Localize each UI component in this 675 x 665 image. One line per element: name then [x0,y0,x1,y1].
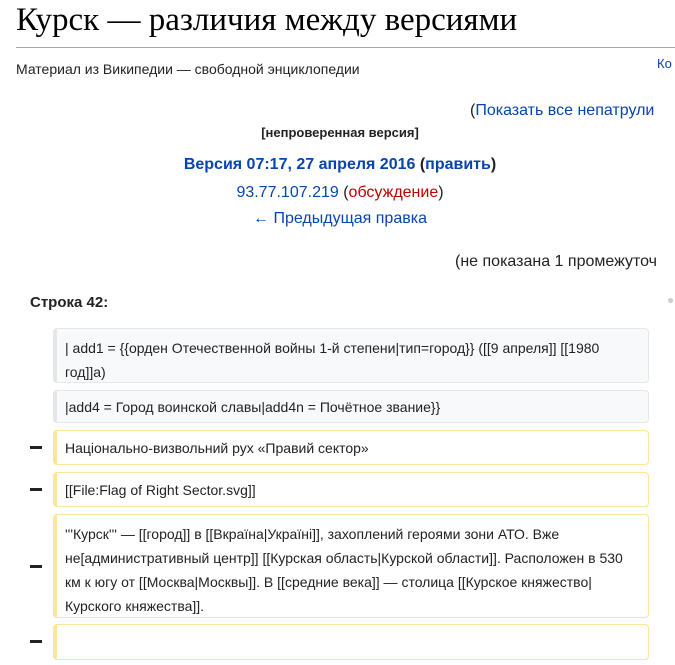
diff-line-number: Строка 42: [30,294,109,311]
site-tagline: Материал из Википедии — свободной энциклопедии [16,61,360,77]
edit-paren-open: ( [415,156,426,173]
diff-context-line: |add4 = Город воинской славы|add4n = Почётное звание}} [53,390,649,423]
minus-marker [30,640,42,643]
page-title: Курск — различия между версиями [16,2,518,38]
diff-deleted-line: [[File:Flag of Right Sector.svg]] [53,472,649,507]
diff-deleted-line: Національно-визвольний рух «Правий сектор» [53,430,649,465]
previous-edit-line [100,210,580,228]
author-ip-link[interactable]: 93.77.107.219 [236,184,339,201]
edit-link[interactable]: править [425,156,491,173]
title-divider [16,47,675,48]
unchecked-version-label: [непроверенная версия] [261,125,419,140]
talk-link[interactable]: обсуждение [348,184,439,201]
version-heading [100,156,580,174]
minus-marker [30,565,42,568]
coordinates-link[interactable]: Ко [657,56,672,71]
right-column-marker [668,298,673,303]
diff-context-line: | add1 = {{орден Отечественной войны 1-й степени|тип=город}} ([[9 апреля]] [[1980 год]]а) [53,328,649,383]
show-unpatrolled-paren: ( [470,102,476,119]
edit-paren-close: ) [490,156,497,173]
minus-marker [30,446,42,449]
previous-edit-link[interactable]: ← Предыдущая правка [253,210,427,227]
talk-paren-open: ( [338,184,349,201]
diff-deleted-line: '''Курск''' — [[город]] в [[Вкраїна|Україні]], захоплений героями зони АТО. Вже не[административный центр]] [[Курская область|Курской области]]. Расположен в 530 км к югу от [[Москва|Москвы]]. В [[средние века]] — столица [[Курское княжество|Курского княжества]]. [53,514,649,618]
talk-paren-close: ) [438,184,444,201]
show-unpatrolled-link[interactable]: Показать все непатрули [475,102,655,119]
author-line [100,184,580,202]
show-unpatrolled [470,102,654,120]
minus-marker [30,488,42,491]
version-link[interactable]: Версия 07:17, 27 апреля 2016 [183,156,416,173]
diff-deleted-line-empty [53,624,649,660]
intermediate-revisions-note: (не показана 1 промежуточ [455,253,657,270]
